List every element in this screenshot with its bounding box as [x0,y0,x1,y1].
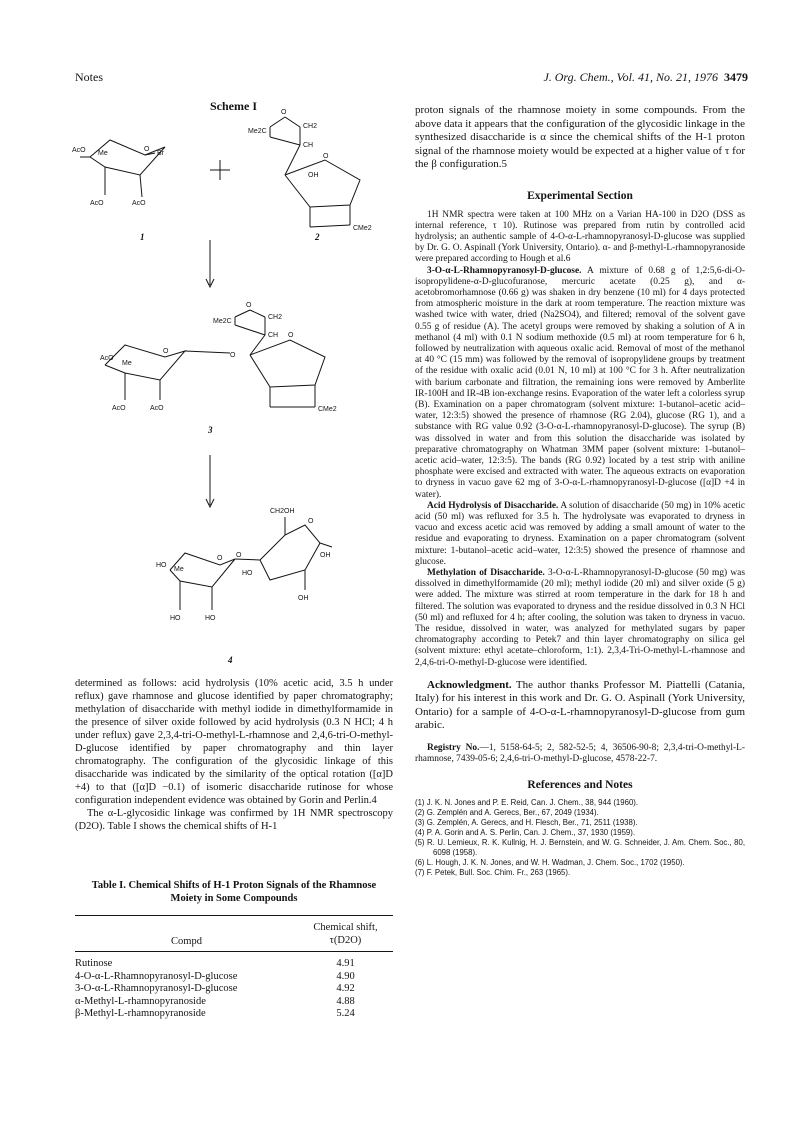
label-ch2: CH2 [268,314,283,321]
reference-item: (3) G. Zemplén, A. Gerecs, and H. Flesch, Ber., 71, 2511 (1938). [415,818,638,828]
paragraph [415,568,745,669]
paragraph-body: A solution of disaccharide (50 mg) in 10% acetic acid (50 ml) was refluxed for 3.5 h. The hydrolysate was evaporated to dryness in vacuo and excess acetic acid was removed by adding a small amount of water to the residue and evaporating to dryness. Examination on a paper chromatogram (solvent mixture: 1-butanol–acetic acid–water, 12:3:5) showed the presence of rhamnose and glucose. [415,500,745,567]
shift-cell: 5.24 [336,1008,355,1019]
paragraph-head: Methylation of Disaccharide. [427,568,545,578]
column-header-shift: Chemical shift, τ(D2O) [313,922,378,946]
label-o: O [323,153,329,160]
compound-4-glucose-ring [260,525,320,580]
scheme-title: Scheme I [210,99,257,113]
scheme-drawing [60,95,400,675]
label-ho: HO [156,562,167,569]
label-aco: AcO [150,405,164,412]
registry-head: Registry No. [427,742,480,753]
references-list [415,798,745,878]
table-row [75,971,393,984]
label-cme2: CMe2 [318,406,337,413]
paragraph: determined as follows: acid hydrolysis (10% acetic acid, 3.5 h under reflux) gave rhamnose and glucose identified by paper chromatography; methylation of disaccharide with methyl iodide in dimethylformamide in the presence of silver oxide followed by acid hydrolysis (0.3 N HCl; 4 h under reflux) gave 2,3,4-tri-O-methyl-L-rhamnose and 2,4,6-tri-O-methyl-D-glucose identified by paper chromatography and thin layer chromatography. The configuration of the glycosidic linkage of this disaccharide was indicated by the similarity of the optical rotation ([α]D +4) to that ([α]D −0.1) of isomeric disaccharide rutinose for whose configuration independent evidence was obtained by Gorin and Perlin.4 [75,678,393,806]
shift-cell: 4.88 [336,995,355,1007]
label-o: O [246,302,252,309]
label-ho: HO [170,615,181,622]
paragraph: 1H NMR spectra were taken at 100 MHz on a Varian HA-100 in D2O (DSS as internal reference, τ 10). Rutinose was prepared from rutin by controlled acid hydrolysis; an authentic sample of 4-O-α-L-rhamnopyranosyl-D-glucose was supplied by Dr. G. O. Aspinall (York University, Ontario). α- and β-methyl-L-rhamnopyranoside were prepared according to Hough et al.6 [415,209,745,265]
label-aco: AcO [132,200,146,207]
reference-item: (4) P. A. Gorin and A. S. Perlin, Can. J. Chem., 37, 1930 (1959). [415,828,636,838]
label-me2c: Me2C [248,128,267,135]
compd-cell: α-Methyl-L-rhamnopyranoside [75,995,206,1007]
reference-item: (6) L. Hough, J. K. N. Jones, and W. H. Wadman, J. Chem. Soc., 1702 (1950). [415,858,685,868]
label-ch: CH [268,332,279,339]
table-title: Table I. Chemical Shifts of H-1 Proton Signals of the Rhamnose Moiety in Some Compounds [91,880,377,904]
compound-1-ring [90,140,165,175]
label-ho: HO [242,570,253,577]
compd-cell: 3-O-α-L-Rhamnopyranosyl-D-glucose [75,983,238,994]
label-me: Me [174,566,184,573]
table-1 [75,880,393,1021]
label-aco: AcO [72,147,86,154]
label-oh: OH [320,552,331,559]
reference-item: (7) F. Petek, Bull. Soc. Chim. Fr., 263 (1965). [415,868,571,878]
paragraph-body: 3-O-α-L-Rhamnopyranosyl-D-glucose (50 mg) was dissolved in dimethylformamide (20 ml); methyl iodide (20 ml) and silver oxide (5 g) were added. The mixture was stirred at room temperature in the dark for 18 h and filtered. The solution was evaporated to dryness and the residue dissolved in 0.3 N HCl (50 ml) and refluxed for 4 h; after cooling, the solution was taken to dryness in vacuo. The residue, dissolved in water, was analyzed for methylated sugars by paper chromatography according to Petek7 and thin layer chromatography on silica gel (solvent mixture: ethyl acetate–chloroform, 1:1). 2,3,4-Tri-O-methyl-L-rhamnose and 2,4,6-tri-O-methyl-D-glucose were identified. [415,568,745,668]
compound-number: 2 [315,232,320,242]
paragraph [415,501,745,568]
left-column-text [75,677,393,833]
intro-paragraph: proton signals of the rhamnose moiety in some compounds. From the above data it appears that the configuration of the glycosidic linkage in the synthesized disaccharide is α since the chemical shifts of the H-1 proton signal of the rhamnose moiety would be expected at a higher value of τ for the β configuration.5 [415,104,745,170]
label-ho: HO [205,615,216,622]
compd-cell: Rutinose [75,958,113,969]
ack-body: The author thanks Professor M. Piattelli (Catania, Italy) for his interest in this work and Dr. G. O. Aspinall (York University, Ontario) for a sample of 4-O-α-L-rhamnopyranosyl-D-glucose from gum arabic. [415,678,745,732]
shift-cell: 4.90 [336,970,355,982]
registry-numbers [415,743,745,765]
shift-cell: 4.92 [336,983,355,994]
chemical-shift-table [75,915,393,1021]
page-number: 3479 [724,70,748,84]
label-me: Me [98,150,108,157]
label-oh: OH [308,172,319,179]
paragraph-head: Acid Hydrolysis of Disaccharide. [427,500,559,511]
label-o: O [163,348,169,355]
label-o: O [288,332,294,339]
label-ch2oh: CH2OH [270,508,295,515]
compd-cell: β-Methyl-L-rhamnopyranoside [75,1008,206,1019]
experimental-heading: Experimental Section [527,189,633,202]
running-head-section: Notes [75,70,103,84]
reference-item: (2) G. Zemplén and A. Gerecs, Ber., 67, 2049 (1934). [415,808,599,818]
paragraph-body: A mixture of 0.68 g of 1,2:5,6-di-O-isopropylidene-α-D-glucofuranose, mercuric acetate (0.25 g), and α-acetobromorhamnose (0.66 g) was shaken in dry benzene (10 ml) for 4 days protected from atmospheric moisture in the dark at room temperature. The reaction mixture was washed twice with water, dried (Na2SO4), and filtered; removal of the solvent gave 0.55 g of residue (A). The acetyl groups were removed by shaking a solution of A in methanol (4 ml) with 0.1 N sodium methoxide (0.5 ml) at room temperature for 6 h, followed by neutralization with aqueous oxalic acid. Removal of most of the methanol at 40 °C (15 mm) was followed by the removal of isopropylidene groups by treatment of the residue with oxalic acid (0.01 N, 10 ml) at 100 °C for 3 h. After neutralization with barium carbonate and filtration, the remaining ions were removed by Amberlite IR-100H and IR-4B ion-exchange resins. Evaporation of the water left a colorless syrup (B). Examination on a paper chromatogram (solvent mixture: 1-butanol–acetic acid–water, 12:3:5) showed the presence of rhamnose (RG 2.04), glucose (RG 1), and a substance with RG value 0.92 (3-O-α-L-rhamnopyranosyl-D-glucose). The syrup (B) was dissolved in water and from this solution the disaccharide was isolated by preparative chromatography on Whatman 3MM paper (solvent mixture: 1-butanol–acetic acid–water, 12:3:5). The bands (RG 0.92) located by a test strip with aniline phosphate were excised and extracted with water. The aqueous extracts on evaporation to dryness in vacuo gave 62 mg of 3-O-α-L-rhamnopyranosyl-D-glucose ([α]D +4 in water). [415,265,745,500]
label-o: O [144,146,150,153]
label-aco: AcO [112,405,126,412]
label-o: O [236,552,242,559]
references-heading: References and Notes [527,779,633,792]
label-ch2: CH2 [303,123,318,130]
shift-cell: 4.91 [336,958,355,969]
label-aco: AcO [90,200,104,207]
label-oh: OH [298,595,309,602]
reference-item: (1) J. K. N. Jones and P. E. Reid, Can. J. Chem., 38, 944 (1960). [415,798,639,808]
running-head-journal [543,70,748,85]
label-br: Br [157,150,164,157]
compd-cell: 4-O-α-L-Rhamnopyranosyl-D-glucose [75,970,238,982]
table-row [75,996,393,1009]
table-row [75,1008,393,1021]
paragraph: The α-L-glycosidic linkage was confirmed by 1H NMR spectroscopy (D2O). Table I shows the chemical shifts of H-1 [75,808,393,832]
label-me2c: Me2C [213,318,232,325]
compound-number: 1 [140,232,145,242]
column-header-compd: Compd [171,936,202,947]
label-aco: AcO [100,355,114,362]
right-column [415,104,745,878]
table-row [75,983,393,996]
reaction-scheme [60,95,400,675]
compound-3-rhamnose-ring [105,345,185,380]
label-o: O [281,109,287,116]
compound-number: 3 [208,425,213,435]
journal-citation: J. Org. Chem., Vol. 41, No. 21, 1976 [543,70,718,84]
label-cme2: CMe2 [353,225,372,232]
compound-3-furanose-ring [250,340,325,387]
compound-2-ring [285,160,360,207]
paragraph [415,266,745,501]
table-row [75,952,393,971]
ack-head: Acknowledgment. [427,678,512,691]
registry-body: —1, 5158-64-5; 2, 582-52-5; 4, 36506-90-8; 2,3,4-tri-O-methyl-L-rhamnose, 7439-05-6; 2,4,6-tri-O-methyl-D-glucose, 4578-22-7. [415,742,745,765]
compound-number: 4 [228,655,233,665]
reference-item: (5) R. U. Lemieux, R. K. Kullnig, H. J. Bernstein, and W. G. Schneider, J. Am. Chem. Soc., 80, 6098 (1958). [415,838,745,858]
label-o: O [308,518,314,525]
acknowledgment [415,679,745,733]
label-o: O [230,352,236,359]
label-me: Me [122,360,132,367]
paragraph-head: 3-O-α-L-Rhamnopyranosyl-D-glucose. [427,265,582,276]
label-ch: CH [303,142,314,149]
label-o: O [217,555,223,562]
